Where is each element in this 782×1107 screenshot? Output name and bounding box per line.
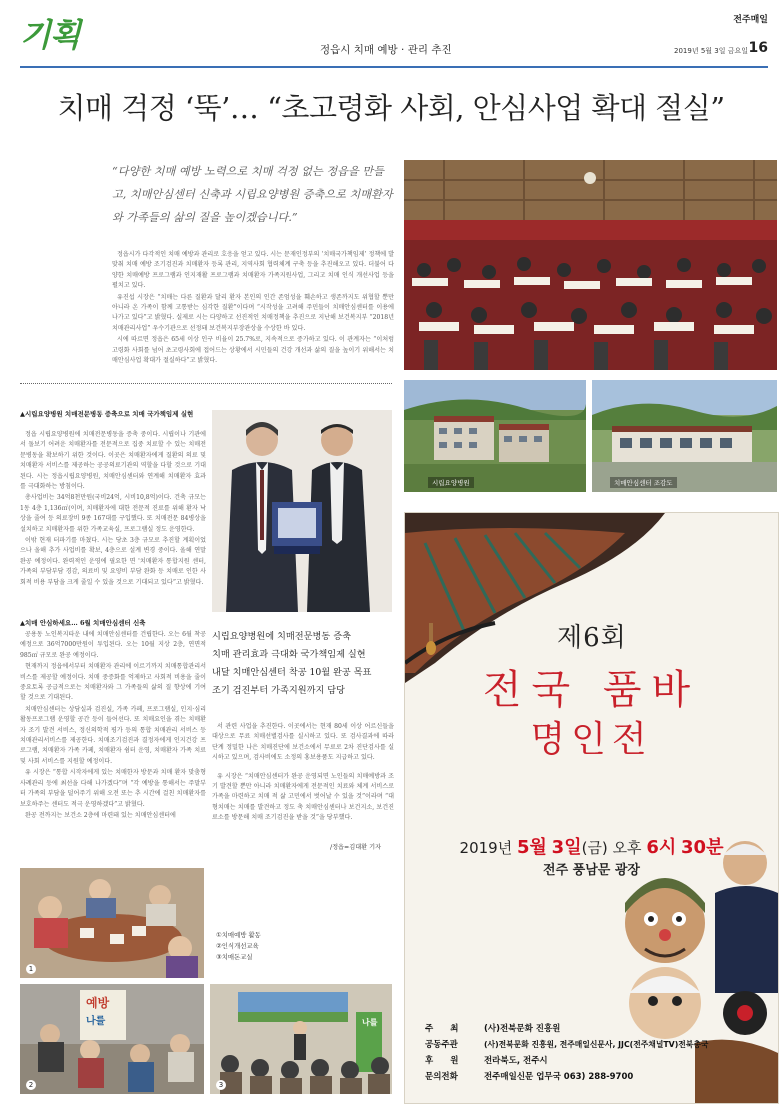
ad-credit-value: 전라북도, 전주시 (483, 1056, 548, 1066)
section2-heading: ▲치매 안심하세요… 6월 치매안심센터 신축 (20, 619, 146, 627)
center-photo (592, 380, 777, 492)
section2-paragraph: 공용동 노인복지타운 내에 치매안심센터를 건립한다. 오는 6월 착공 예정으로 36억7000만원이 투입된다. 오는 10월 지상 2층, 연면적 985㎡ 규모로 완공 예정이다. (20, 631, 206, 659)
lead-quote: “다양한 치매 예방 노력으로 치매 걱정 없는 정읍을 만들고, 치매안심센터 신축과 시립요양병원 증축으로 치매환자와 가족들의 삶의 질을 높이겠습니다.” (112, 165, 393, 224)
ad-credit-label: 문의전화 (425, 1072, 458, 1082)
banner-text-2: 나를 (86, 1016, 106, 1027)
ad-credits (425, 1021, 775, 1085)
hospital-caption: 시립요양병원 (428, 477, 474, 488)
intro-paragraph: 정읍시가 다각적인 치매 예방과 관리로 호응을 얻고 있다. 시는 문재인정부의 ‘치매국가책임제’ 정책에 발맞춰 치매 예방 조기검진과 치매환자 등록 관리, 지역사회 협력체계 구축 등을 추진해오고 있다. 더불어 다양한 치매예방 프로그램과 인지재활 프로그램과 치매환자 가족지원사업, 그리고 치매 인식 개선사업 등을 펼치고 있다. (112, 251, 394, 290)
ad-credit-value: (사)전북문화 진흥원, 전주매일신문사, JJC(전주채널TV)전북총국 (483, 1040, 709, 1049)
section2-paragraph: 현재까지 정읍에서부터 치매환자 관리에 이르기까지 치매통합관리서비스를 제공할 예정이다. 치매 중증화를 억제하고 사회적 비용을 줄이 중요토록 공급적으로는 치매환자와 그 가족들의 삶의 질 향상에 기여할 것으로 기대된다. (20, 663, 206, 702)
section-label: 기획 (20, 16, 80, 54)
intro-paragraph: 시에 따르면 정읍은 65세 이상 인구 비율이 25.7%로, 지속적으로 증가하고 있다. 이 관계자는 “이처럼 고령화 사회를 넘어 초고령사회에 접어드는 상황에서 시민들의 건강 개선과 삶의 질을 높이기 위해서는 치매안심사업 확대가 절실하다”고 밝혔다. (112, 336, 394, 365)
ceremony-photo (404, 160, 777, 370)
ad-dt-weekday: (금) (581, 839, 608, 857)
legend-item: ①치매예방 활동 (216, 931, 261, 939)
byline: /정읍=김대환 기자 (330, 844, 382, 851)
intro-paragraph: 유진섭 시장은 “치매는 다른 질환과 달리 환자 본인의 인간 존엄성을 훼손하고 생존까지도 위협할 뿐만 아니라 온 가족이 함께 고통받는 심각한 질환”이다며 “시작성을 고려해 주민들이 치매안심센터를 이용에 나가고 있다”고 밝혔다. 실제로 시는 다양하고 선진적인 치매정책을 추진으로 지난해 보건복지부 “2018년 치매관리사업” 우수기관으로 선정돼 보건복지부장관상을 수상한 바 있다. (112, 293, 394, 332)
intro-body (112, 250, 394, 372)
activity-photo-2 (20, 984, 204, 1094)
ad-credit-label: 후 원 (425, 1056, 459, 1066)
summary-line: 조기 검진부터 가족지원까지 담당 (212, 685, 346, 696)
summary-box (212, 628, 394, 700)
photo-badge-3: 3 (216, 1080, 226, 1090)
photo-badge-2: 2 (26, 1080, 36, 1090)
topic-title: 정읍시 치매 예방 · 관리 추진 (320, 44, 452, 56)
ad-credit-value: 전주매일신문 업무국 063) 288-9700 (483, 1072, 634, 1082)
ad-dt-prefix: 2019년 (459, 839, 517, 857)
center-caption: 치매안심센터 조감도 (610, 477, 677, 488)
ad-title-line2: 명인전 (530, 719, 653, 760)
legend-item: ②인식개선교육 (216, 942, 259, 950)
summary-line: 내달 치매안심센터 착공 10월 완공 목표 (212, 667, 372, 678)
award-photo (212, 410, 392, 612)
ad-credit-row (425, 1053, 775, 1069)
photo-badge-1: 1 (26, 964, 36, 974)
headline: 치매 걱정 ‘뚝’… “초고령화 사회, 안심사업 확대 절실” (57, 91, 725, 125)
section1-heading: ▲시립요양병원 치매전문병동 증축으로 치매 국가책임제 실현 (20, 410, 194, 418)
section2-paragraph: 완공 전까지는 보건소 2층에 마련돼 있는 치매안심센터에 (25, 811, 176, 819)
middle-paragraph: 서 관련 사업을 추진한다. 이곳에서는 현재 80세 이상 어르신들을 대상으로 무료 치매선별검사를 실시하고 있다. 또 검사결과에 따라 단계 정밀한 나은 치매진단에 보건소에서 무료로 2차 진단검사를 실시하고 있으며, 검사비에도 소정의 홍보용품도 지급하고 있다. (212, 723, 394, 762)
ad-dt-mid: 오후 (607, 839, 647, 857)
ad-credit-label: 공동주관 (425, 1040, 458, 1050)
ad-credit-label: 주 최 (425, 1024, 459, 1034)
legend-item: ③치매돈교실 (216, 953, 253, 961)
hospital-photo (404, 380, 586, 492)
section1-paragraph: 정읍 시립요양병원에 치매전문병동을 증축 중이다. 시립이나 기관에서 돌보기 어려운 치매환자를 전문적으로 집중 치료할 수 있는 치매전문병동을 확보하기 위한 것이다. 이곳은 치매환자에게 질환의 의료 및 치매환자 서비스를 제공하는 공공의료기관의 역할을 다할 것으로 기대된다. 시는 정읍시립요양병원, 치매안심센터와 연계해 치매환자 효과를 극대화하는 방침이다. (20, 431, 206, 491)
header-rule (20, 66, 768, 68)
page-number: 16 (748, 40, 768, 56)
ad-edition: 제6회 (557, 623, 627, 653)
paper-name: 전주매일 (733, 15, 768, 25)
stage-banner: 나를 (362, 1018, 378, 1027)
summary-line: 시립요양병원에 치매전문병동 증축 (212, 631, 351, 642)
ad-dt-minute: 30분 (681, 837, 724, 858)
issue-date: 2019년 5월 3일 금요일 (674, 47, 748, 55)
ad-credit-row (425, 1069, 775, 1085)
section2-paragraph: 치매안심센터는 상담실과 검진실, 가족 카페, 프로그램실, 인지·심리활동프로그램 운영할 공간 등이 들어선다. 또 치매요인을 겪는 치매환자 조기 발견 서비스, 정신의학적 평가 등의 통합 치매관리 서비스 등 치매관리서비스를 제공한다. 치매조기검진과 결정자에게 인지건강 프로그램, 치매환자 가족 카페, 치매환자 쉼터 운영, 치매환자 가족 치료 및 사회 서비스를 지원할 예정이다. (20, 705, 206, 765)
activity-photo-1 (20, 868, 204, 978)
middle-paragraph: 유 시장은 “치매안심센터가 완공 운영되면 노인들의 치매예방과 조기 발견할 뿐만 아니라 치매환자에게 전문적인 치료와 체계 서비스로 가족을 마련하고 치매 적 삶 고민에서 벗어날 수 있을 것”이라며 “대형치매는 치매를 발견하고 정도 축 치매안심센터나 보건지소, 보건진료소를 방문해 치매 조기검진을 받을 것”을 당부했다. (212, 772, 394, 822)
ad-credit-row (425, 1037, 775, 1053)
divider-dotted (20, 383, 392, 384)
ad-credit-value: (사)전북문화 진흥원 (483, 1024, 561, 1034)
section1-paragraph: 이밖 현재 터파기를 마쳤다. 시는 당초 3층 규모로 추진할 계획이었으나 올해 추가 사업비를 확보, 4층으로 설계 변경 중이다. 올해 연말 완공 예정이다. 완력적인 운영에 필요한 면 '치매환자 통합지원 센터, 가족의 부담부담 경감, 의료비 및 요양비 부담 완화 등 치매로 인한 사회적 비용 부담을 크게 줄일 수 있을 것으로 기대되고 있다”고 밝혔다. (20, 537, 206, 586)
middle-body (212, 722, 394, 834)
ad-title-line1: 전국 품바 (482, 667, 701, 713)
ad-dt-day: 3일 (551, 837, 582, 858)
activity-photo-3 (210, 984, 392, 1094)
section1-body (20, 430, 206, 610)
ad-credit-row (425, 1021, 775, 1037)
section2-body (20, 630, 206, 852)
ad-poster (404, 512, 779, 1104)
ad-venue: 전주 풍남문 광장 (543, 863, 640, 878)
banner-text-1: 예방 (86, 996, 110, 1010)
activity-legend (216, 930, 261, 963)
summary-line: 치매 관리효과 극대화 국가책임제 실현 (212, 649, 366, 660)
ad-dt-month: 5월 (516, 837, 547, 858)
section1-paragraph: 총사업비는 34억8천만원(국비24억, 시비10,8억)이다. 건축 규모는 1동 4층 1,136㎡(이며, 치매환자에 대한 전문적 진료를 위해 환자 낙상을 줄여 등 의료장비 9종 167대를 구입했다. 또 치매전문 84병상을 설치하고 치매환자를 위한 가족교육실, 프로그램실 정도 운영한다. (20, 494, 206, 533)
ad-dt-hour: 6시 (646, 837, 677, 858)
section2-paragraph: 유 시장은 “통합 시작자에게 있는 치매한자 방문과 치매 환자 맞춤형 사례관리 등에 최선을 다해 나가겠다”며 “각 예방을 통해서는 주말부터 가족의 부담을 덜어주기 위해 오전 또는 추 시간에 걸친 치매환자를 보호하주는 센터도 적극 운영하겠다”고 밝혔다. (20, 769, 206, 808)
